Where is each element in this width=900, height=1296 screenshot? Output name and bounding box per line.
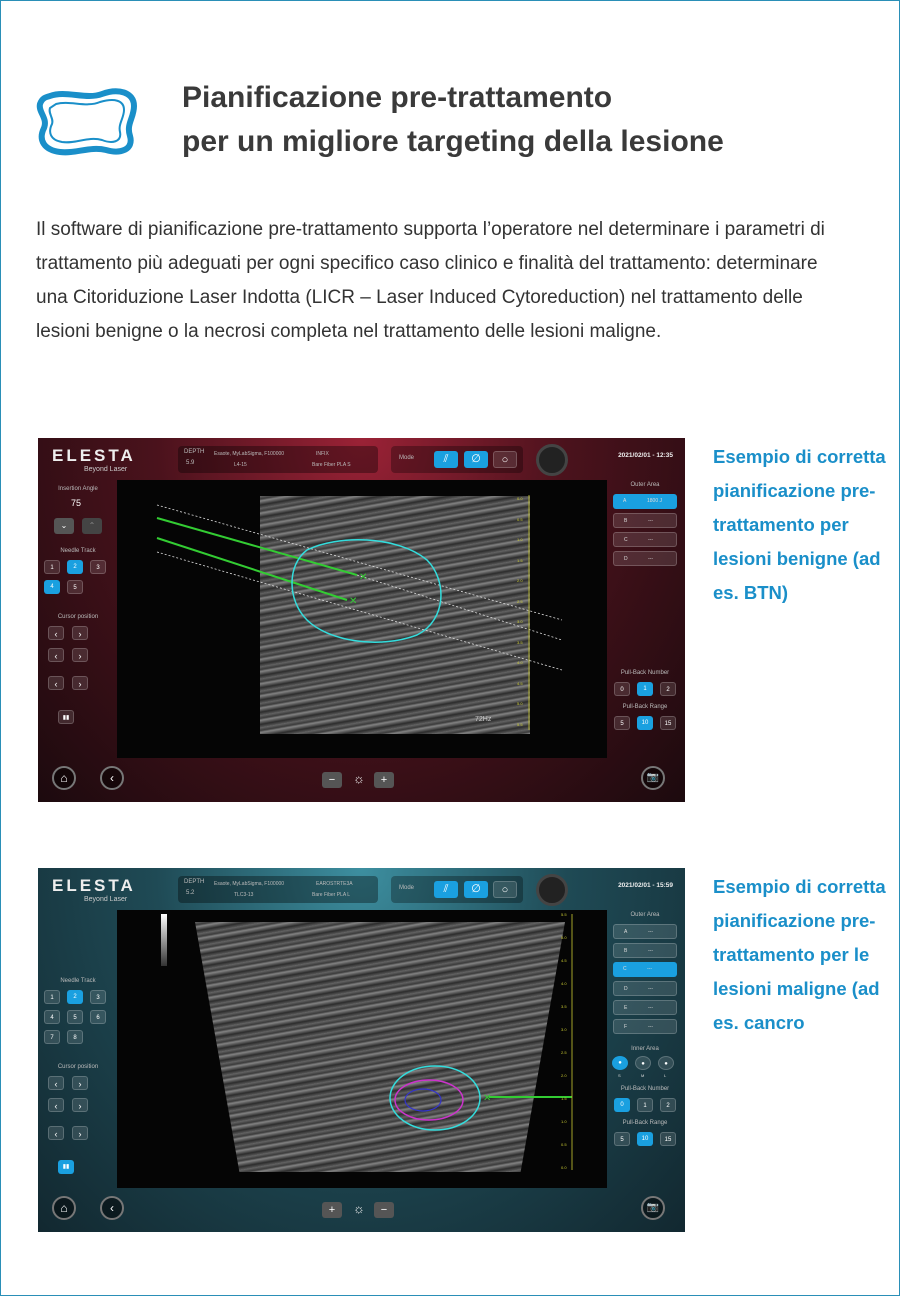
mode-label: Mode xyxy=(399,885,415,891)
depth-scale-tick: 2.0 xyxy=(561,1073,567,1078)
depth-scale-tick: 5.5 xyxy=(517,721,523,727)
mode-parallel-button[interactable]: ⫽ xyxy=(434,451,458,468)
cursor-left-button[interactable]: ‹ xyxy=(48,1076,64,1090)
caption-benign: Esempio di corretta pianificazione pre-trattamento per lesioni benigne (ad es. BTN) xyxy=(713,446,886,603)
depth-scale-tick: 5.5 xyxy=(561,912,567,917)
pullback-number-0-button[interactable]: 0 xyxy=(614,682,630,696)
datetime: 2021/02/01 - 12:35 xyxy=(618,452,673,459)
svg-text:✕: ✕ xyxy=(349,596,358,607)
intro-paragraph: Il software di pianificazione pre-trattamento supporta l’operatore nel determinare i parametri di trattamento più adeguati per ogni specifico caso clinico e finalità del trattamento: determinare una Citoriduzione Laser Indotta (LICR – Laser Induced Cytoreduction) nel trattamento delle lesioni benigne o la necrosi completa nel trattamento delle lesioni maligne. xyxy=(36,219,825,342)
depth-value: 5.2 xyxy=(186,890,195,896)
ultrasound-image xyxy=(117,910,607,1188)
outer-area-F-button[interactable] xyxy=(613,1019,677,1034)
outer-area-id: B xyxy=(624,518,628,524)
brightness-icon: ☼ xyxy=(353,771,365,786)
camera-button[interactable]: 📷 xyxy=(641,766,665,790)
mode-selector xyxy=(391,446,523,473)
outer-area-E-button[interactable] xyxy=(613,1000,677,1015)
brightness-increase-button[interactable]: + xyxy=(374,772,394,788)
camera-button[interactable]: 📷 xyxy=(641,1196,665,1220)
cursor-right-button[interactable]: › xyxy=(72,1076,88,1090)
lesion-outline-icon xyxy=(36,88,140,158)
outer-area-value: --- xyxy=(648,556,653,562)
svg-text:✕: ✕ xyxy=(483,1093,492,1104)
pullback-number-0-button[interactable]: 0 xyxy=(614,1098,630,1112)
brightness-icon: ☼ xyxy=(353,1201,365,1216)
planning-overlay xyxy=(117,910,607,1188)
depth-scale-tick: 0.0 xyxy=(561,1165,567,1170)
depth-scale-tick: 5.0 xyxy=(561,935,567,940)
mode-circle-button[interactable]: ○ xyxy=(493,881,517,898)
outer-area-value: --- xyxy=(647,966,652,972)
outer-area-label: Outer Area xyxy=(630,482,660,488)
needle-track-6-button[interactable]: 6 xyxy=(90,1010,106,1024)
pullback-range-5-button[interactable]: 5 xyxy=(614,1132,630,1146)
depth-scale-tick: 2.5 xyxy=(517,598,523,604)
inner-area-S-button[interactable]: ● xyxy=(612,1056,628,1070)
cursor-position-label: Cursor position xyxy=(57,614,99,620)
outer-area-value: --- xyxy=(648,518,653,524)
pullback-range-5-button[interactable]: 5 xyxy=(614,716,630,730)
screenshot-benign-planning xyxy=(38,438,685,802)
needle-track-5-button[interactable]: 5 xyxy=(67,1010,83,1024)
pullback-number-1-button[interactable]: 1 xyxy=(637,682,653,696)
needle-track-label: Needle Track xyxy=(60,548,96,554)
probe-globe-icon xyxy=(536,874,568,906)
cursor-position-label: Cursor position xyxy=(57,1064,99,1070)
outer-area-id: C xyxy=(623,966,627,972)
outer-area-id: A xyxy=(624,929,628,935)
brand-logo: ELESTA xyxy=(52,446,136,465)
outer-area-C-button[interactable] xyxy=(613,532,677,547)
mode-diameter-button[interactable]: ∅ xyxy=(464,881,488,898)
brand-tagline: Beyond Laser xyxy=(84,466,128,473)
depth-scale-tick: 3.0 xyxy=(561,1027,567,1032)
inner-area-size-label: S xyxy=(618,1073,621,1078)
pullback-range-10-button[interactable]: 10 xyxy=(637,716,653,730)
depth-scale-tick: 4.0 xyxy=(561,981,567,986)
depth-scale-tick: 1.5 xyxy=(517,557,523,563)
depth-scale-tick: 4.5 xyxy=(561,958,567,963)
depth-scale-tick: 3.5 xyxy=(517,639,523,645)
signal-bars-button[interactable]: ▮▮ xyxy=(58,1160,74,1174)
needle-track-2-button[interactable]: 2 xyxy=(67,560,83,574)
cursor-left-button[interactable]: ‹ xyxy=(48,1098,64,1112)
inner-area-L-button[interactable]: ● xyxy=(658,1056,674,1070)
pullback-range-10-button[interactable]: 10 xyxy=(637,1132,653,1146)
home-button[interactable]: ⌂ xyxy=(52,766,76,790)
outer-area-value: 1800 J xyxy=(647,498,663,504)
brand-tagline: Beyond Laser xyxy=(84,896,128,903)
depth-scale-tick: 5.0 xyxy=(517,701,523,706)
cursor-left-button[interactable]: ‹ xyxy=(48,676,64,690)
pullback-range-label: Pull-Back Range xyxy=(622,1120,668,1126)
outer-area-B-button[interactable] xyxy=(613,943,677,958)
depth-scale-tick: 1.5 xyxy=(561,1096,567,1101)
needle-track-4-button[interactable]: 4 xyxy=(44,580,60,594)
needle-track-3-button[interactable]: 3 xyxy=(90,560,106,574)
insertion-angle-value: 75 xyxy=(71,498,82,508)
needle-track-8-button[interactable]: 8 xyxy=(67,1030,83,1044)
depth-scale-tick: 4.5 xyxy=(517,680,523,686)
fiber-type: Bare Fiber PLA S xyxy=(312,462,351,468)
depth-scale-tick: 0.5 xyxy=(561,1142,567,1147)
cursor-left-button[interactable]: ‹ xyxy=(48,1126,64,1140)
outer-area-id: A xyxy=(623,498,627,504)
needle-track-1-button[interactable]: 1 xyxy=(44,560,60,574)
outer-area-value: --- xyxy=(648,948,653,954)
depth-label: DEPTH xyxy=(184,449,205,455)
outer-area-value: --- xyxy=(648,537,653,543)
cursor-right-button[interactable]: › xyxy=(72,676,88,690)
brightness-increase-button[interactable]: + xyxy=(322,1202,342,1218)
probe-globe-icon xyxy=(536,444,568,476)
caption-malignant: Esempio di corretta pianificazione pre-trattamento per le lesioni maligne (ad es. cancro xyxy=(713,876,886,1033)
frequency-label: 72Hz xyxy=(475,716,492,723)
mode-label: Mode xyxy=(399,455,415,461)
needle-track-3-button[interactable]: 3 xyxy=(90,990,106,1004)
fiber-type: Bare Fiber PLA L xyxy=(312,892,351,898)
mode-circle-button[interactable]: ○ xyxy=(493,451,517,468)
brightness-decrease-button[interactable]: − xyxy=(374,1202,394,1218)
applicator: INFIX xyxy=(316,451,329,457)
insertion-angle-label: Insertion Angle xyxy=(58,486,98,492)
inner-area-M-button[interactable]: ● xyxy=(635,1056,651,1070)
outer-area-value: --- xyxy=(648,929,653,935)
needle-track-4-button[interactable]: 4 xyxy=(44,1010,60,1024)
outer-area-A-button[interactable] xyxy=(613,494,677,509)
depth-scale-tick: 1.0 xyxy=(561,1119,567,1124)
pullback-range-label: Pull-Back Range xyxy=(622,704,668,710)
planning-overlay xyxy=(117,480,607,758)
outer-area-A-button[interactable] xyxy=(613,924,677,939)
screenshot-malignant-planning xyxy=(38,868,685,1232)
outer-area-D-button[interactable] xyxy=(613,981,677,996)
cursor-left-button[interactable]: ‹ xyxy=(48,648,64,662)
device-info-panel xyxy=(178,446,378,473)
applicator: EAROSTRTE3A xyxy=(316,881,353,887)
depth-scale-tick: 2.5 xyxy=(561,1050,567,1055)
depth-scale-tick: 2.0 xyxy=(517,578,523,583)
depth-scale-tick: 3.0 xyxy=(517,619,523,624)
mode-selector xyxy=(391,876,523,903)
outer-area-id: E xyxy=(624,1005,628,1011)
pullback-range-15-button[interactable]: 15 xyxy=(660,716,676,730)
pullback-number-1-button[interactable]: 1 xyxy=(637,1098,653,1112)
pullback-number-label: Pull-Back Number xyxy=(620,670,670,676)
datetime: 2021/02/01 - 15:59 xyxy=(618,882,673,889)
probe-name: TLC3-13 xyxy=(234,892,254,898)
outer-area-D-button[interactable] xyxy=(613,551,677,566)
outer-area-value: --- xyxy=(648,1024,653,1030)
cursor-right-button[interactable]: › xyxy=(72,626,88,640)
probe-name: L4-15 xyxy=(234,462,247,468)
outer-area-B-button[interactable] xyxy=(613,513,677,528)
outer-area-id: B xyxy=(624,948,628,954)
home-button[interactable]: ⌂ xyxy=(52,1196,76,1220)
cursor-right-button[interactable]: › xyxy=(72,1126,88,1140)
needle-track-7-button[interactable]: 7 xyxy=(44,1030,60,1044)
angle-up-button[interactable]: ⌃ xyxy=(82,518,102,534)
brightness-decrease-button[interactable]: − xyxy=(322,772,342,788)
cursor-left-button[interactable]: ‹ xyxy=(48,626,64,640)
page-title: Pianificazione pre-trattamento per un migliore targeting della lesione xyxy=(182,81,724,158)
angle-down-button[interactable]: ⌄ xyxy=(54,518,74,534)
outer-area-id: D xyxy=(624,986,628,992)
svg-text:✕: ✕ xyxy=(359,572,368,583)
cursor-right-button[interactable]: › xyxy=(72,648,88,662)
signal-bars-button[interactable]: ▮▮ xyxy=(58,710,74,724)
ultrasound-image xyxy=(117,480,607,758)
inner-area-size-label: L xyxy=(664,1073,667,1078)
outer-area-C-button[interactable] xyxy=(613,962,677,977)
back-button[interactable]: ‹ xyxy=(100,1196,124,1220)
probe-model: Esaote, MyLabSigma, F100000 xyxy=(214,881,285,887)
outer-area-id: C xyxy=(624,537,628,543)
pullback-range-15-button[interactable]: 15 xyxy=(660,1132,676,1146)
depth-value: 5.9 xyxy=(186,460,195,466)
depth-scale-tick: 4.0 xyxy=(517,660,523,665)
needle-track-label: Needle Track xyxy=(60,978,96,984)
cursor-right-button[interactable]: › xyxy=(72,1098,88,1112)
needle-track-2-button[interactable]: 2 xyxy=(67,990,83,1004)
needle-track-1-button[interactable]: 1 xyxy=(44,990,60,1004)
outer-area-value: --- xyxy=(648,1005,653,1011)
outer-area-value: --- xyxy=(648,986,653,992)
depth-label: DEPTH xyxy=(184,879,205,885)
mode-diameter-button[interactable]: ∅ xyxy=(464,451,488,468)
back-button[interactable]: ‹ xyxy=(100,766,124,790)
mode-parallel-button[interactable]: ⫽ xyxy=(434,881,458,898)
pullback-number-label: Pull-Back Number xyxy=(620,1086,670,1092)
probe-model: Esaote, MyLabSigma, F100000 xyxy=(214,451,285,457)
depth-scale-tick: 0.0 xyxy=(517,496,523,501)
brand-logo: ELESTA xyxy=(52,876,136,895)
outer-area-id: F xyxy=(624,1024,628,1030)
needle-track-5-button[interactable]: 5 xyxy=(67,580,83,594)
outer-area-label: Outer Area xyxy=(630,912,660,918)
pullback-number-2-button[interactable]: 2 xyxy=(660,682,676,696)
outer-area-id: D xyxy=(624,556,628,562)
inner-area-size-label: M xyxy=(641,1073,645,1078)
depth-scale-tick: 0.5 xyxy=(517,516,523,522)
depth-scale-tick: 1.0 xyxy=(517,537,523,542)
device-info-panel xyxy=(178,876,378,903)
pullback-number-2-button[interactable]: 2 xyxy=(660,1098,676,1112)
inner-area-label: Inner Area xyxy=(631,1046,659,1052)
depth-scale-tick: 3.5 xyxy=(561,1004,567,1009)
